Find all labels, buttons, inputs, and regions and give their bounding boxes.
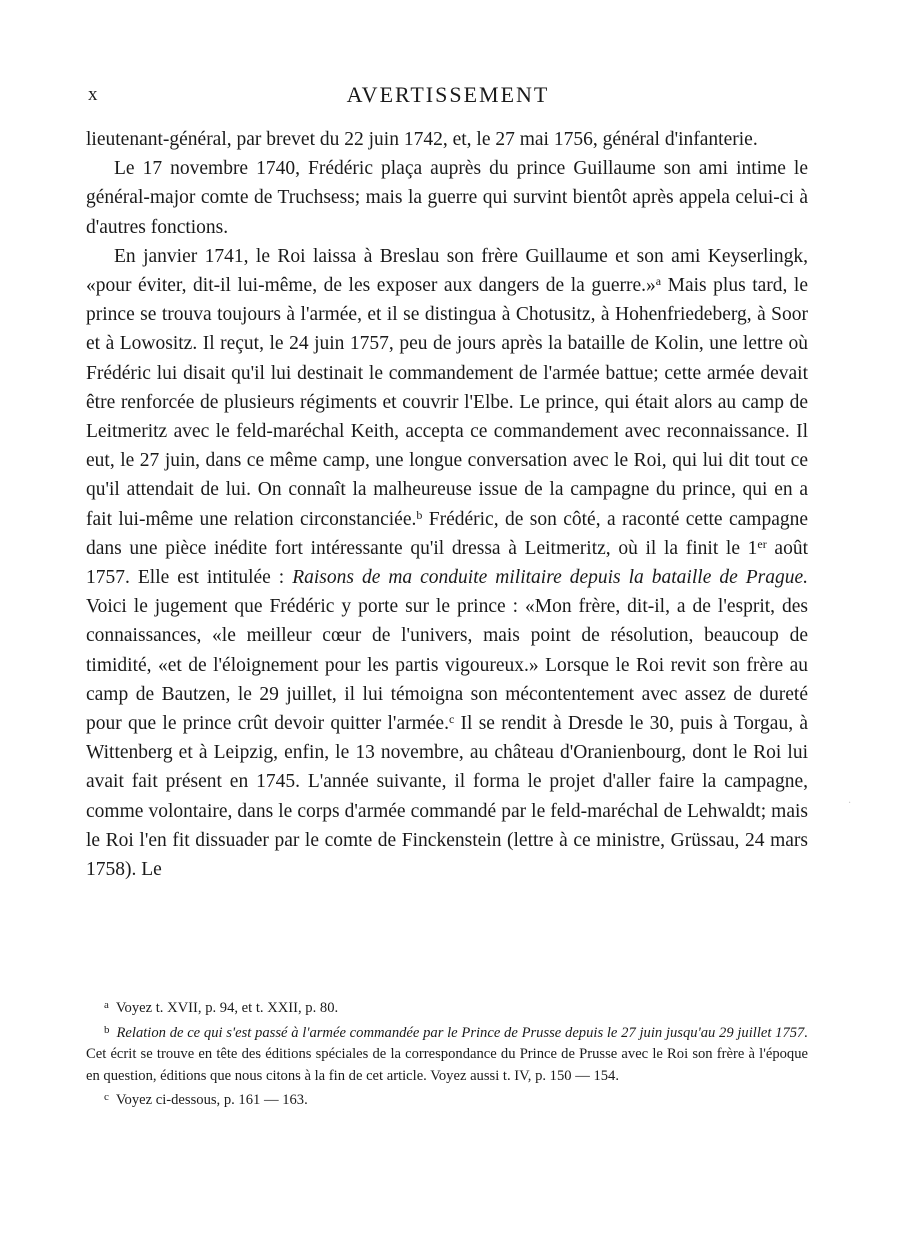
footnote-text: Voyez ci-dessous, p. 161 — 163. <box>115 1092 308 1108</box>
footnote-b <box>86 1020 808 1088</box>
paragraph-text: août 1757. Elle est intitulée : <box>86 537 808 589</box>
footnote-title: Relation de ce qui s'est passé à l'armée commandée par le Prince de Prusse depuis le 27 juin jusqu'au 29 juillet 1757. <box>116 1024 808 1041</box>
footnote-mark: a <box>104 999 109 1011</box>
page-number: x <box>88 84 98 105</box>
footnote-ref-a: a <box>655 274 662 289</box>
footnote-text: Voyez t. XVII, p. 94, et t. XXII, p. 80. <box>115 1000 339 1016</box>
footnote-mark: c <box>104 1091 109 1103</box>
paragraph-text: Il se rendit à Dresde le 30, puis à Torgau, à Wittenberg et à Leipzig, enfin, le 13 novembre, au château d'Oranienbourg, dont le Roi lui avait fait présent en 1745. L'année suivante, il forma le projet d'aller faire la campagne, comme volontaire, dans le corps d'armée commandé par le feld-maréchal de Lehwaldt; mais le Roi l'en fit dissuader par le comte de Finckenstein (lettre à ce ministre, Grüssau, 24 mars 1758). Le <box>86 713 808 881</box>
paper-speck: · <box>848 798 852 809</box>
ordinal-superscript: er <box>757 536 767 551</box>
paragraph-continued: lieutenant-général, par brevet du 22 juin 1742, et, le 27 mai 1756, général d'infanterie. <box>86 129 758 150</box>
footnote-a <box>86 995 808 1020</box>
paragraph-breslau <box>86 242 808 884</box>
main-text <box>86 125 808 884</box>
footnote-c <box>86 1087 808 1112</box>
footnote-mark: b <box>104 1023 110 1036</box>
paragraph-text: Frédéric, de son côté, a raconté cette campagne dans une pièce inédite fort intéressante qu'il dressa à Leitmeritz, où il la finit le 1 <box>86 508 808 559</box>
work-title: Raisons de ma conduite militaire depuis la bataille de Prague. <box>292 567 809 589</box>
footnote-ref-b: b <box>416 507 423 522</box>
paragraph-truchsess: Le 17 novembre 1740, Frédéric plaça auprès du prince Guillaume son ami intime le général-major comte de Truchsess; mais la guerre qui survint bientôt après appela celui-ci à d'autres fonctions. <box>86 158 808 238</box>
running-head <box>88 82 808 110</box>
paragraph-text: Voici le jugement que Frédéric y porte sur le prince : «Mon frère, dit-il, a de l'esprit, des connaissances, «le meilleur cœur de l'univers, mais point de résolution, beaucoup de timidité, «et de l'éloignement pour les partis vigoureux.» Lorsque le Roi revit son frère au camp de Bautzen, le 29 juillet, il lui témoigna son mécontentement avec assez de dureté pour que le prince crût devoir quitter l'armée. <box>86 596 808 735</box>
footnote-ref-c: c <box>448 712 455 727</box>
footnote-text: Cet écrit se trouve en tête des éditions spéciales de la correspondance du Prince de Prusse avec le Roi son frère à l'époque en question, éditions que nous citons à la fin de cet article. Voyez aussi t. IV, p. 150 — 154. <box>86 1046 808 1084</box>
paragraph-text: Mais plus tard, le prince se trouva toujours à l'armée, et il se distingua à Chotusitz, à Hohenfriedeberg, à Soor et à Lowositz. Il reçut, le 24 juin 1757, peu de jours après la bataille de Kolin, une lettre où Frédéric lui disait qu'il lui destinait le commandement de l'armée battue; cette armée devait être renforcée de plusieurs régiments et couvrir l'Elbe. Le prince, qui était alors au camp de Leitmeritz avec le feld-maréchal Keith, accepta ce commandement avec reconnaissance. Il eut, le 27 juin, dans ce même camp, une longue conversation avec le Roi, qui lui dit tout ce qu'il attendait de lui. On connaît la malheureuse issue de la campagne du prince, qui en a fait lui-même une relation circonstanciée. <box>86 275 808 530</box>
footnotes <box>86 995 808 1112</box>
page-title: AVERTISSEMENT <box>346 82 550 107</box>
paragraph-text: En janvier 1741, le Roi laissa à Breslau son frère Guillaume et son ami Keyserlingk, «pour éviter, dit-il lui-même, de les exposer aux dangers de la guerre.» <box>86 245 808 297</box>
